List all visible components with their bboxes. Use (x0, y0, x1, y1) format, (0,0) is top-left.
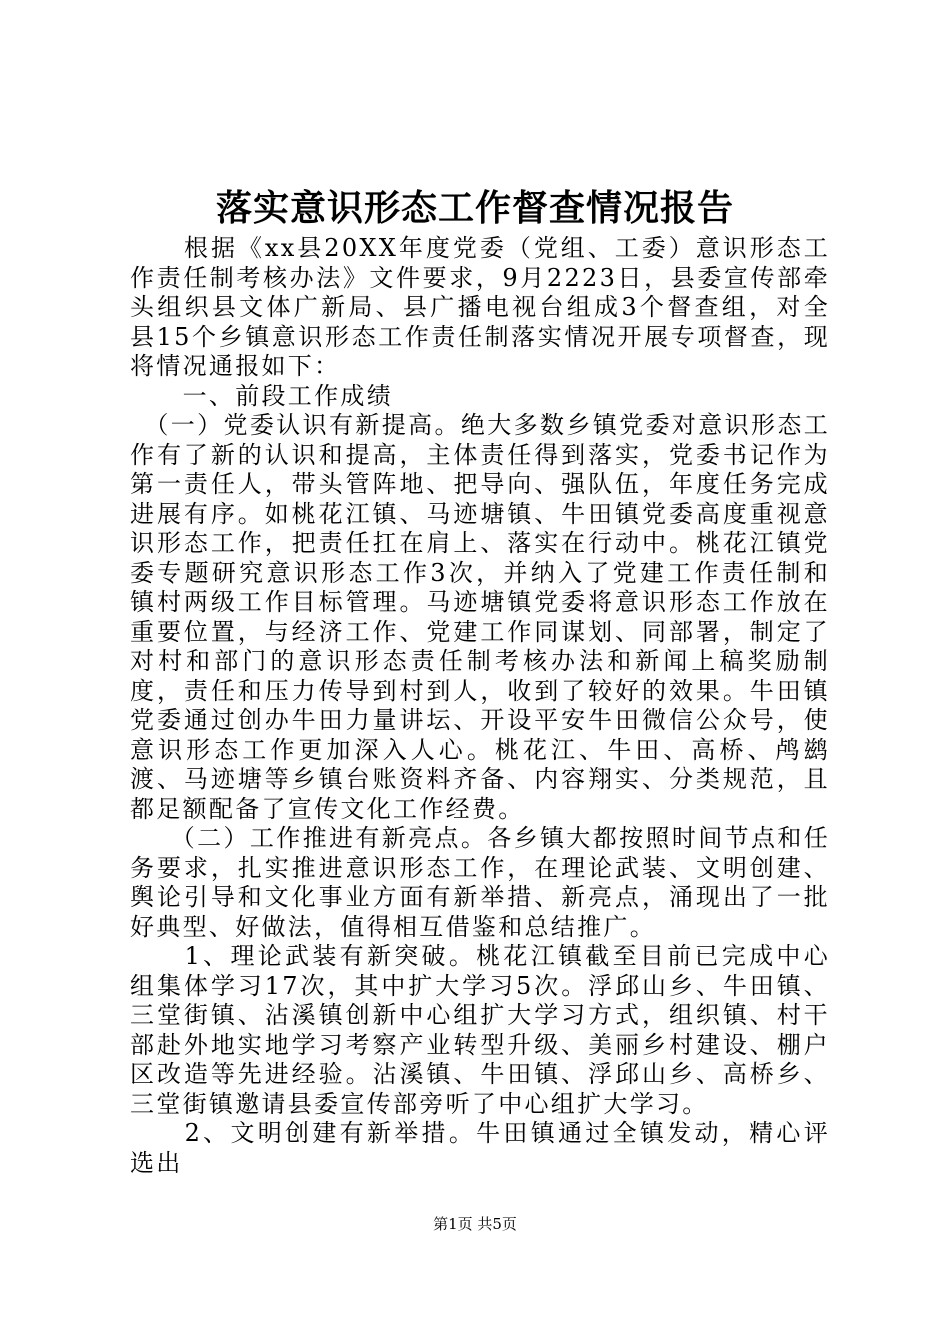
paragraph-civilization-building: 2、文明创建有新举措。牛田镇通过全镇发动，精心评选出 (130, 1119, 830, 1177)
page-number-footer: 第1页 共5页 (433, 1215, 517, 1233)
paragraph-party-awareness: （一）党委认识有新提高。绝大多数乡镇党委对意识形态工作有了新的认识和提高，主体责任得到落实，党委书记作为第一责任人，带头管阵地、把导向、强队伍，年度任务完成进展有序。如桃花江镇、马迹塘镇、牛田镇党委高度重视意识形态工作，把责任扛在肩上、落实在行动中。桃花江镇党委专题研究意识形态工作3次，并纳入了党建工作责任制和镇村两级工作目标管理。马迹塘镇党委将意识形态工作放在重要位置，与经济工作、党建工作同谋划、同部署，制定了对村和部门的意识形态责任制考核办法和新闻上稿奖励制度，责任和压力传导到村到人，收到了较好的效果。牛田镇党委通过创办牛田力量讲坛、开设平安牛田微信公众号，使意识形态工作更加深入人心。桃花江、牛田、高桥、鸬鹚渡、马迹塘等乡镇台账资料齐备、内容翔实、分类规范，且都足额配备了宣传文化工作经费。 (130, 411, 830, 823)
document-title: 落实意识形态工作督查情况报告 (215, 187, 734, 229)
document-body (130, 234, 830, 1178)
paragraph-work-highlights: （二）工作推进有新亮点。各乡镇大都按照时间节点和任务要求，扎实推进意识形态工作，在理论武装、文明创建、舆论引导和文化事业方面有新举措、新亮点，涌现出了一批好典型、好做法，值得相互借鉴和总结推广。 (130, 824, 830, 941)
section-heading-achievements: 一、前段工作成绩 (130, 381, 393, 410)
paragraph-theory-study: 1、理论武装有新突破。桃花江镇截至目前已完成中心组集体学习17次，其中扩大学习5次。浮邱山乡、牛田镇、三堂街镇、沾溪镇创新中心组扩大学习方式，组织镇、村干部赴外地实地学习考察产业转型升级、美丽乡村建设、棚户区改造等先进经验。沾溪镇、牛田镇、浮邱山乡、高桥乡、三堂街镇邀请县委宣传部旁听了中心组扩大学习。 (130, 942, 830, 1118)
paragraph-intro: 根据《xx县20XX年度党委（党组、工委）意识形态工作责任制考核办法》文件要求，9月2223日，县委宣传部牵头组织县文体广新局、县广播电视台组成3个督查组，对全县15个乡镇意识形态工作责任制落实情况开展专项督查，现将情况通报如下： (130, 234, 830, 380)
